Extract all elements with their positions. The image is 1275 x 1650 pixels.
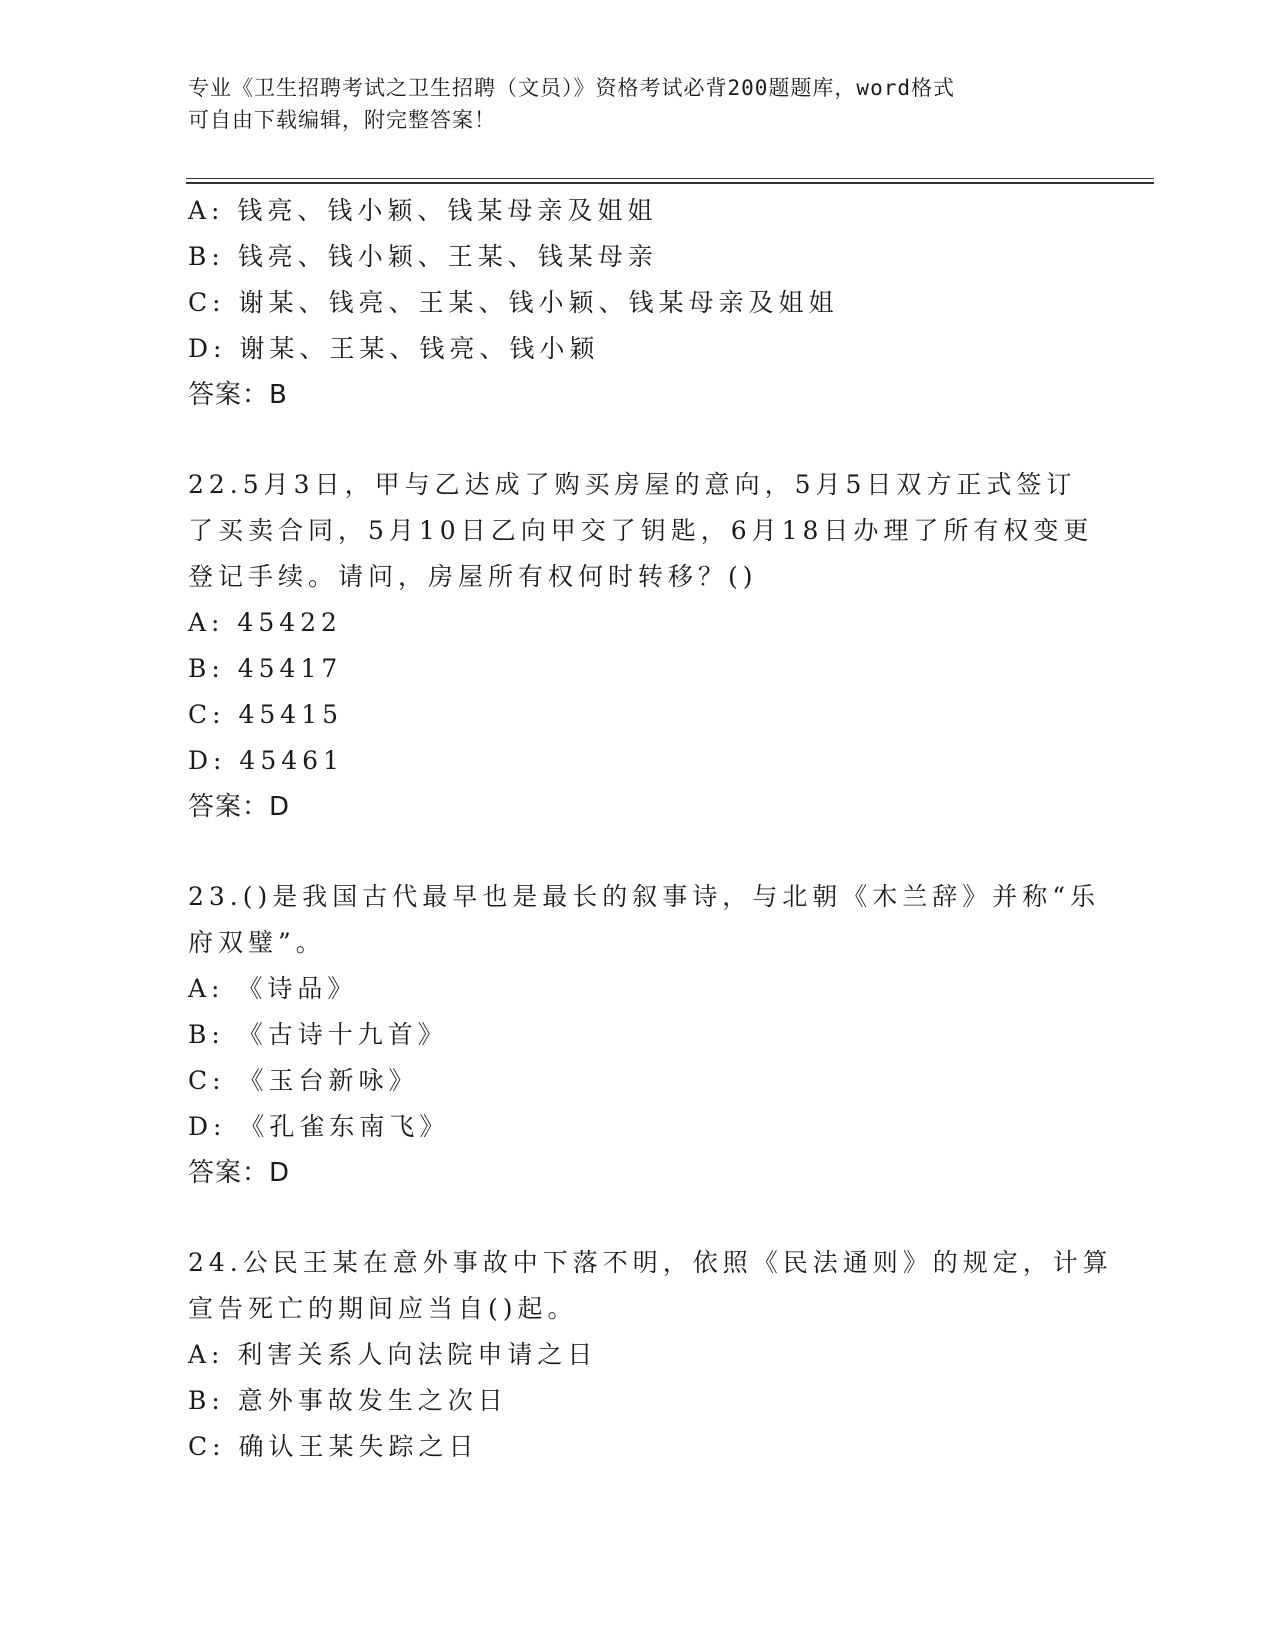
header-divider-thin [186, 178, 1154, 179]
question-21 [188, 188, 1088, 418]
question-stem-line-2: 了买卖合同，5月10日乙向甲交了钥匙，6月18日办理了所有权变更 [188, 516, 1094, 545]
header-line-1: 专业《卫生招聘考试之卫生招聘（文员）》资格考试必背200题题库，word格式 [188, 76, 955, 100]
spacer [188, 830, 1088, 874]
option-a: A: 利害关系人向法院申请之日 [188, 1340, 598, 1369]
option-c: C: 《玉台新咏》 [188, 1066, 419, 1095]
question-stem-line-2: 宣告死亡的期间应当自()起。 [188, 1294, 578, 1323]
option-d: D: 谢某、王某、钱亮、钱小颖 [188, 334, 600, 363]
option-c: C: 谢某、钱亮、王某、钱小颖、钱某母亲及姐姐 [188, 288, 839, 317]
header-line-2: 可自由下载编辑，附完整答案！ [188, 108, 496, 132]
question-24 [188, 1240, 1113, 1470]
question-list [188, 188, 1113, 1470]
question-23 [188, 874, 1101, 1196]
option-d: D: 45461 [188, 746, 344, 775]
question-stem-line-1: 22.5月3日，甲与乙达成了购买房屋的意向，5月5日双方正式签订 [188, 470, 1077, 499]
question-22 [188, 462, 1094, 830]
answer-line: 答案：B [188, 380, 288, 410]
header-divider-thick [186, 182, 1154, 184]
question-stem-line-2: 府双璧”。 [188, 928, 326, 957]
option-a: A: 《诗品》 [188, 974, 358, 1003]
option-b: B: 钱亮、钱小颖、王某、钱某母亲 [188, 242, 658, 271]
spacer [188, 1196, 1088, 1240]
option-a: A: 钱亮、钱小颖、钱某母亲及姐姐 [188, 196, 658, 225]
spacer [188, 418, 1088, 462]
option-b: B: 意外事故发生之次日 [188, 1386, 508, 1415]
option-d: D: 《孔雀东南飞》 [188, 1112, 450, 1141]
option-c: C: 45415 [188, 700, 344, 729]
option-b: B: 45417 [188, 654, 343, 683]
answer-line: 答案：D [188, 792, 291, 822]
option-b: B: 《古诗十九首》 [188, 1020, 448, 1049]
answer-line: 答案：D [188, 1158, 291, 1188]
question-stem-line-1: 23.()是我国古代最早也是最长的叙事诗，与北朝《木兰辞》并称“乐 [188, 882, 1101, 911]
option-c: C: 确认王某失踪之日 [188, 1432, 479, 1461]
question-stem-line-1: 24.公民王某在意外事故中下落不明，依照《民法通则》的规定，计算 [188, 1248, 1113, 1277]
option-a: A: 45422 [188, 608, 342, 637]
question-stem-line-3: 登记手续。请问，房屋所有权何时转移？() [188, 562, 758, 591]
document-header [188, 72, 1068, 136]
